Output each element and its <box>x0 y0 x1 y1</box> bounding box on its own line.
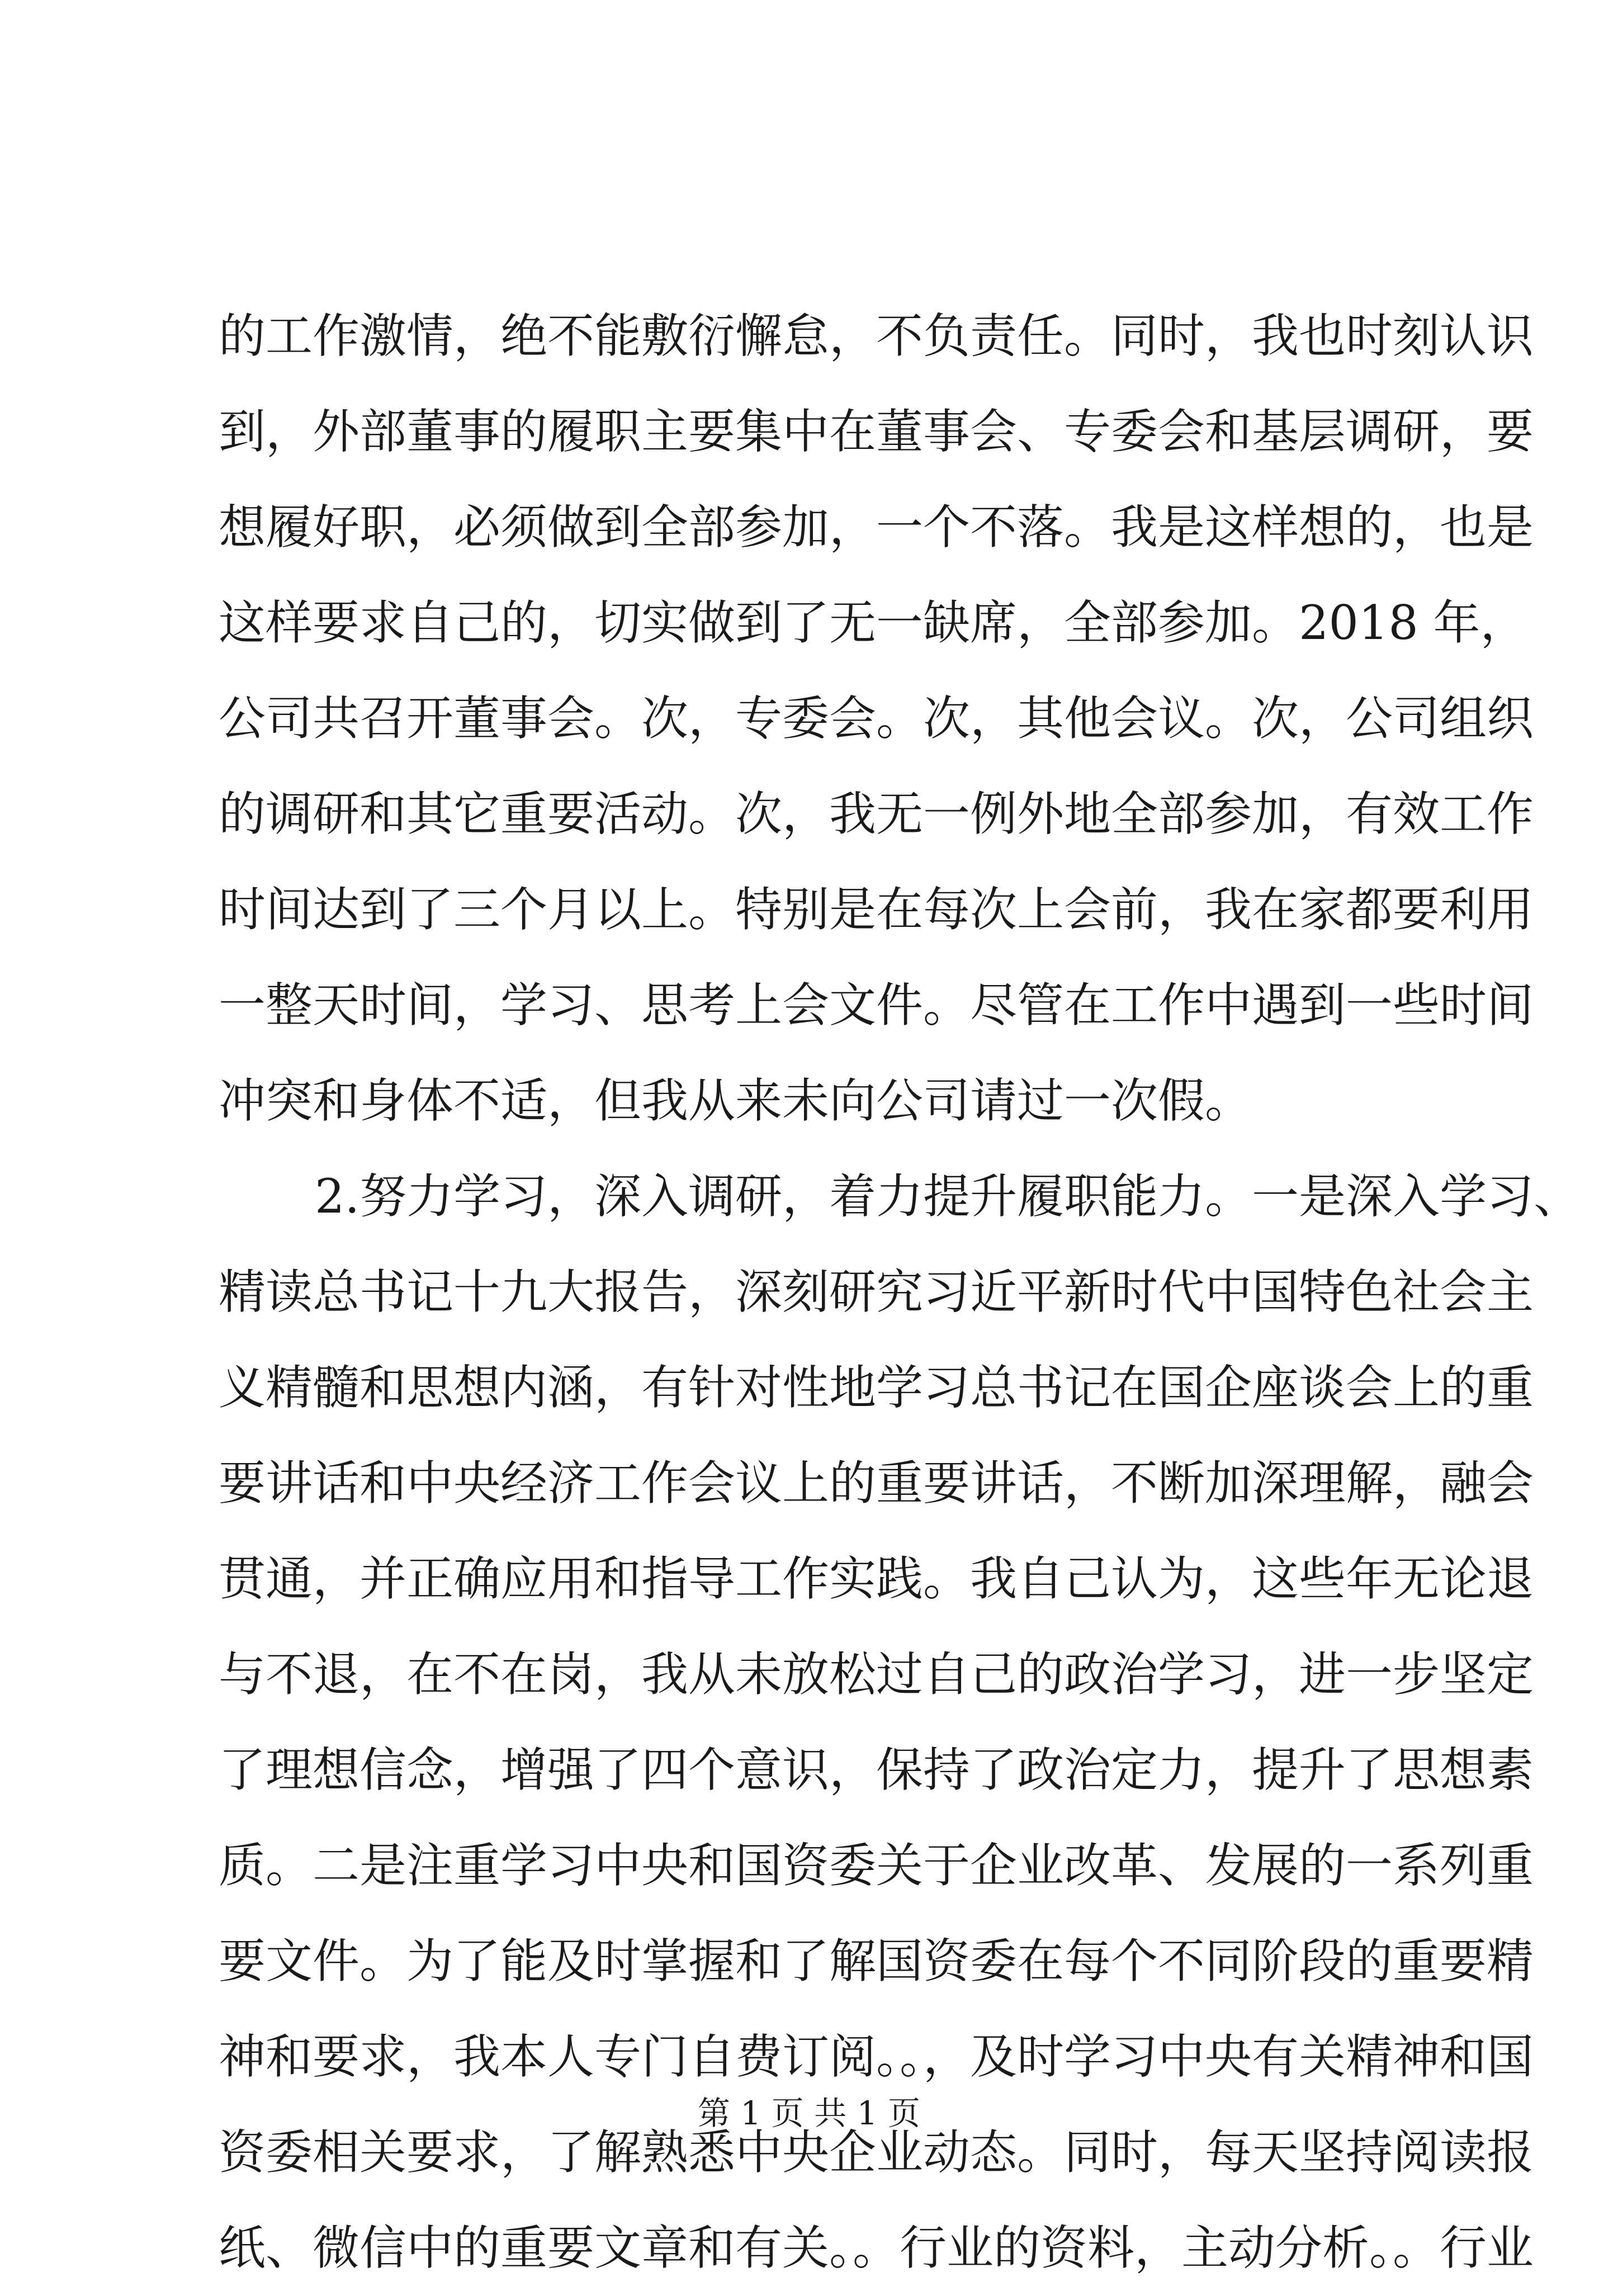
text-line: 到，外部董事的履职主要集中在董事会、专委会和基层调研，要 <box>219 404 1534 459</box>
text-line: 冲突和身体不适，但我从来未向公司请过一次假。 <box>219 1073 1252 1128</box>
text-line: 精读总书记十九大报告，深刻研究习近平新时代中国特色社会主 <box>219 1265 1534 1319</box>
text-line: 要讲话和中央经济工作会议上的重要讲话，不断加深理解，融会 <box>219 1456 1534 1511</box>
text-line: 的调研和其它重要活动。次，我无一例外地全部参加，有效工作 <box>219 787 1534 841</box>
text-line: 资委相关要求，了解熟悉中央企业动态。同时，每天坚持阅读报 <box>219 2125 1534 2180</box>
text-line: 公司共召开董事会。次，专委会。次，其他会议。次，公司组织 <box>219 691 1534 746</box>
text-line: 了理想信念，增强了四个意识，保持了政治定力，提升了思想素 <box>219 1743 1534 1797</box>
text-line: 这样要求自己的，切实做到了无一缺席，全部参加。2018 年， <box>219 595 1527 650</box>
page-footer: 第 1 页 共 1 页 <box>698 2094 920 2132</box>
body-text <box>219 288 1581 2296</box>
text-line: 质。二是注重学习中央和国资委关于企业改革、发展的一系列重 <box>219 1838 1534 1893</box>
text-line: 与不退，在不在岗，我从未放松过自己的政治学习，进一步坚定 <box>219 1647 1534 1702</box>
text-line: 贯通，并正确应用和指导工作实践。我自己认为，这些年无论退 <box>219 1551 1534 1606</box>
text-line: 要文件。为了能及时掌握和了解国资委在每个不同阶段的重要精 <box>219 1934 1534 1989</box>
text-line: 一整天时间，学习、思考上会文件。尽管在工作中遇到一些时间 <box>219 978 1534 1033</box>
text-line: 的工作激情，绝不能敷衍懈怠，不负责任。同时，我也时刻认识 <box>219 309 1534 363</box>
text-line: 想履好职，必须做到全部参加，一个不落。我是这样想的，也是 <box>219 500 1534 555</box>
paragraph-first-line: 2.努力学习，深入调研，着力提升履职能力。一是深入学习、 <box>315 1169 1581 1224</box>
text-line: 神和要求，我本人专门自费订阅。。，及时学习中央有关精神和国 <box>219 2029 1534 2084</box>
text-line: 时间达到了三个月以上。特别是在每次上会前，我在家都要利用 <box>219 882 1534 937</box>
text-line: 义精髓和思想内涵，有针对性地学习总书记在国企座谈会上的重 <box>219 1360 1534 1415</box>
text-line: 纸、微信中的重要文章和有关。。行业的资料，主动分析。。行业 <box>219 2221 1534 2275</box>
